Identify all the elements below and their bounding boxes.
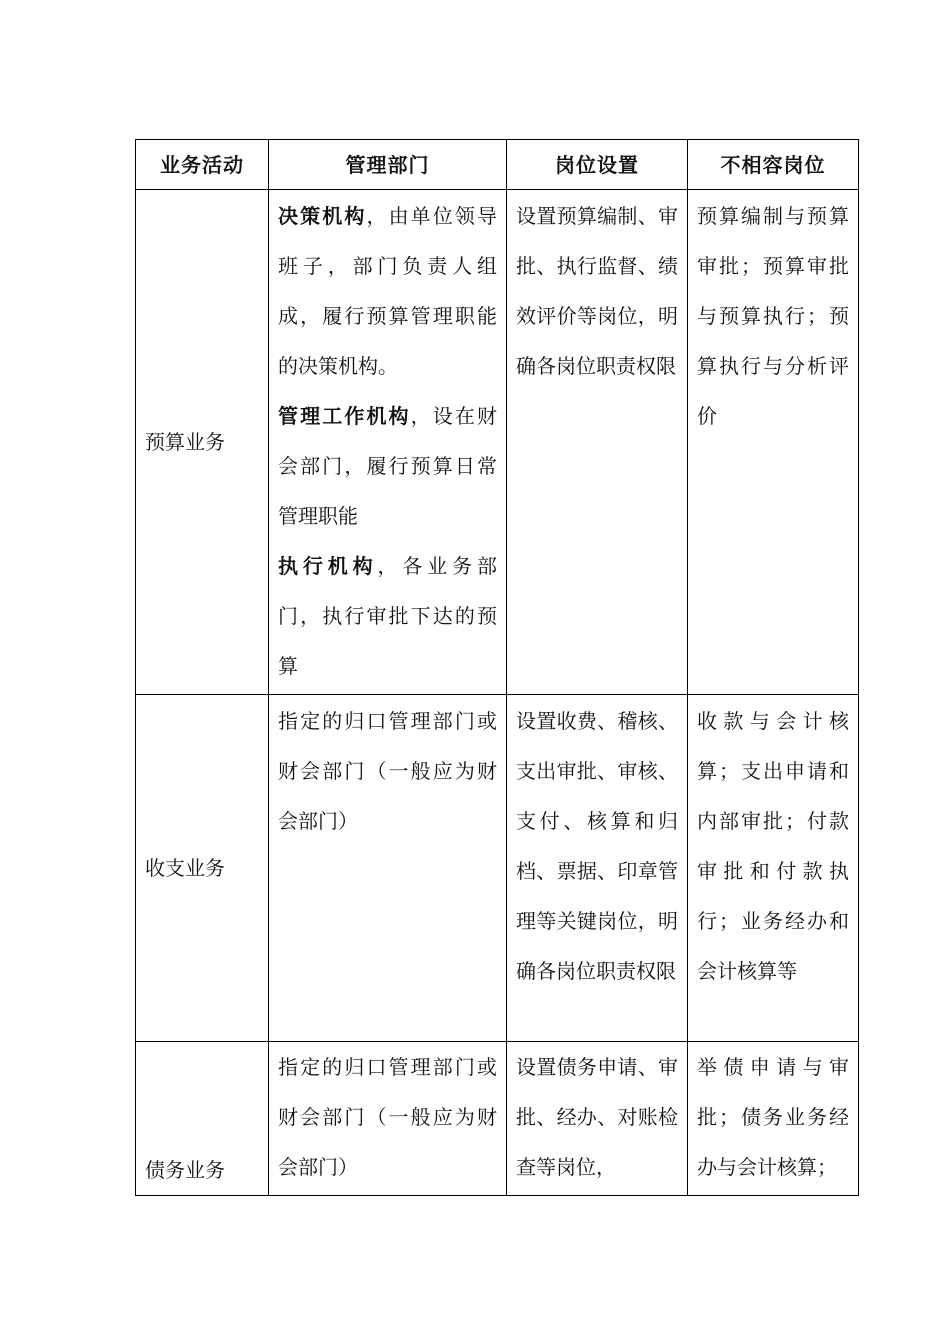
activity-label: 债务业务 xyxy=(145,1158,225,1182)
incompatible-text: 收款与会计核算；支出申请和内部审批；付款审批和付款执行；业务经办和会计核算等 xyxy=(697,709,849,983)
department-cell xyxy=(269,190,507,695)
incompatible-cell xyxy=(688,190,859,695)
incompatible-text: 举债申请与审批；债务业务经办与会计核算； xyxy=(697,1055,849,1179)
department-term: 执行机构 xyxy=(278,554,378,578)
department-entry xyxy=(278,391,497,541)
positions-cell xyxy=(507,695,688,1042)
department-entry xyxy=(278,191,497,391)
internal-control-table xyxy=(135,139,859,1196)
header-department: 管理部门 xyxy=(269,140,507,190)
department-term: 决策机构 xyxy=(278,204,367,228)
header-incompatible-positions: 不相容岗位 xyxy=(688,140,859,190)
department-cell xyxy=(269,695,507,1042)
positions-cell xyxy=(507,1042,688,1196)
table-row xyxy=(136,190,859,695)
activity-label: 收支业务 xyxy=(145,856,225,880)
table-header-row xyxy=(136,140,859,190)
activity-label: 预算业务 xyxy=(145,430,225,454)
department-text: 指定的归口管理部门或财会部门（一般应为财会部门） xyxy=(278,1055,497,1179)
activity-cell xyxy=(136,695,269,1042)
header-positions: 岗位设置 xyxy=(507,140,688,190)
table-row xyxy=(136,1042,859,1196)
department-term: 管理工作机构 xyxy=(278,404,411,428)
positions-text: 设置债务申请、审批、经办、对账检查等岗位， xyxy=(516,1055,678,1179)
positions-text: 设置预算编制、审批、执行监督、绩效评价等岗位，明确各岗位职责权限 xyxy=(516,204,678,378)
department-entry xyxy=(278,541,497,691)
table-row xyxy=(136,695,859,1042)
incompatible-text: 预算编制与预算审批；预算审批与预算执行；预算执行与分析评价 xyxy=(697,204,849,428)
department-cell xyxy=(269,1042,507,1196)
activity-cell xyxy=(136,190,269,695)
department-text: ，由单位领导班子，部门负责人组成，履行预算管理职能的决策机构。 xyxy=(278,204,498,378)
incompatible-cell xyxy=(688,695,859,1042)
activity-cell xyxy=(136,1042,269,1196)
positions-text: 设置收费、稽核、支出审批、审核、支付、核算和归档、票据、印章管理等关键岗位，明确各岗位职责权限 xyxy=(516,709,678,983)
incompatible-cell xyxy=(688,1042,859,1196)
header-activity: 业务活动 xyxy=(136,140,269,190)
positions-cell xyxy=(507,190,688,695)
department-text: ，设在财会部门，履行预算日常管理职能 xyxy=(278,404,498,528)
department-text: 指定的归口管理部门或财会部门（一般应为财会部门） xyxy=(278,709,497,833)
department-text: ，各业务部门，执行审批下达的预算 xyxy=(278,554,497,678)
